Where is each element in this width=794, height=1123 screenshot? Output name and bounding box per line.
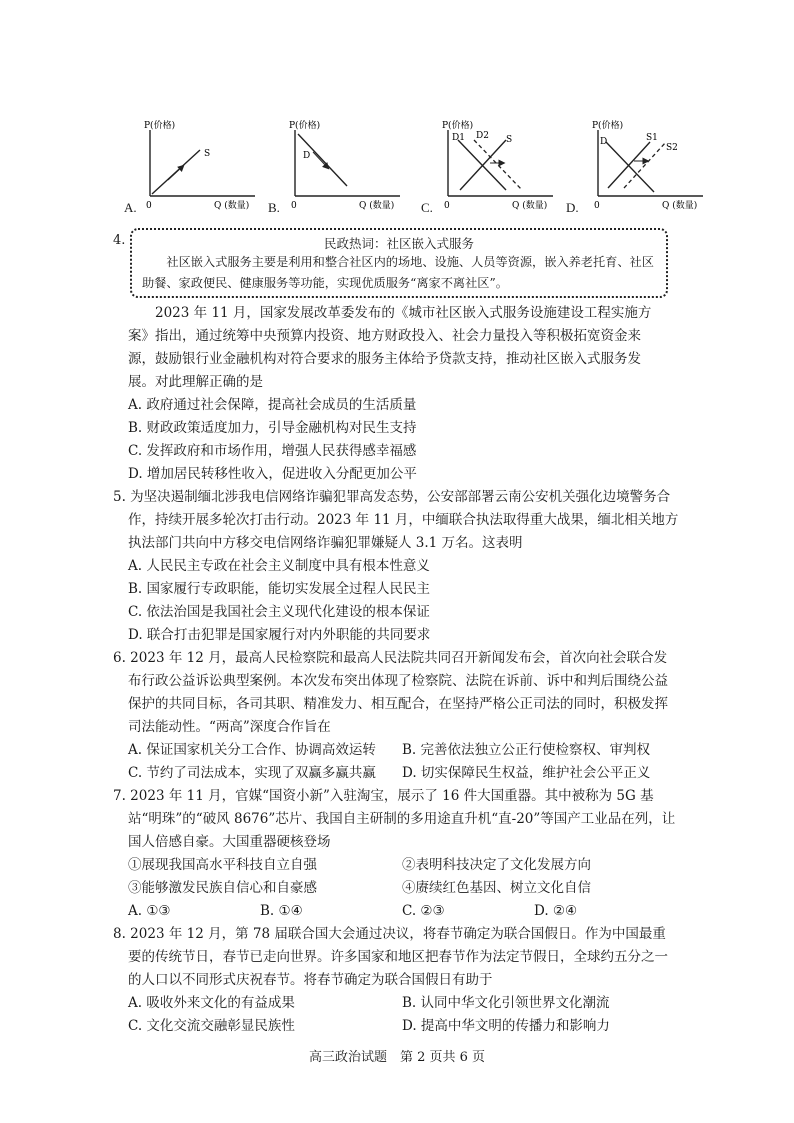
q6-option-b[interactable]: B. 完善依法独立公正行使检察权、审判权 (402, 742, 651, 758)
question-7-stem: 7. 2023 年 11 月，官媒“国资小新”入驻淘宝，展示了 16 件大国重器。其中被称为 5G 基站“明珠”的“破风 8676”芯片、我国自主研制的多用途直升机“直-20”等国产工业品在列，让国人倍感自豪。大国重器硬核登场 (113, 788, 676, 850)
q8-option-c[interactable]: C. 文化交流交融彰显民族性 (128, 1018, 295, 1034)
question-4-number: 4. (113, 233, 126, 248)
q7-option-c[interactable]: C. ②③ (402, 903, 445, 919)
origin-label: 0 (146, 201, 152, 211)
supply-graph-a (120, 118, 270, 218)
q7-option-a[interactable]: A. ①③ (128, 903, 171, 919)
quantity-label: Q (数量) (512, 201, 548, 211)
question-8-stem: 8. 2023 年 12 月，第 78 届联合国大会通过决议，将春节确定为联合国假日。作为中国最重要的传统节日，春节已走向世界。许多国家和地区把春节作为法定节假日，全球约五分之一的人口以不同形式庆祝春节。将春节确定为联合国假日有助于 (113, 926, 668, 988)
graph-b (265, 118, 415, 218)
quantity-label: Q (数量) (662, 201, 698, 211)
price-label: P(价格) (144, 121, 176, 131)
q6-option-c[interactable]: C. 节约了司法成本，实现了双赢多赢共赢 (128, 765, 376, 781)
page-footer: 高三政治试题 第 2 页共 6 页 (308, 1050, 486, 1065)
q8-option-b[interactable]: B. 认同中华文化引领世界文化潮流 (402, 995, 610, 1011)
option-c-letter: C. (421, 200, 433, 215)
q7-option-d[interactable]: D. ②④ (534, 903, 578, 919)
q6-option-a[interactable]: A. 保证国家机关分工合作、协调高效运转 (128, 742, 376, 758)
curve-label-s2: S2 (666, 143, 678, 153)
movement-arrow (313, 152, 327, 167)
origin-label: 0 (444, 201, 450, 211)
q8-option-d[interactable]: D. 提高中华文明的传播力和影响力 (402, 1018, 610, 1034)
graph-a (120, 118, 270, 218)
box-title: 民政热词：社区嵌入式服务 (323, 236, 474, 251)
option-a-letter: A. (124, 200, 137, 215)
demand-graph-b (265, 118, 415, 218)
price-label: P(价格) (442, 121, 474, 131)
q4-option-d[interactable]: D. 增加居民转移性收入，促进收入分配更加公平 (128, 466, 417, 482)
q5-option-d[interactable]: D. 联合打击犯罪是国家履行对内外职能的共同要求 (128, 627, 431, 643)
origin-label: 0 (594, 201, 600, 211)
q5-option-a[interactable]: A. 人民民主专政在社会主义制度中具有根本性意义 (128, 558, 430, 574)
option-b-letter: B. (268, 200, 280, 215)
q7-item-4: ④赓续红色基因、树立文化自信 (402, 880, 591, 896)
question-5-stem: 5. 为坚决遏制缅北涉我电信网络诈骗犯罪高发态势，公安部部署云南公安机关强化边境警务合作，持续开展多轮次打击行动。2023 年 11 月，中缅联合执法取得重大战果，缅北相关地方执法部门共向中方移交电信网络诈骗犯罪嫌疑人 3.1 万名。这表明 (113, 489, 679, 551)
q7-item-2: ②表明科技决定了文化发展方向 (402, 857, 591, 873)
curve-label-s1: S1 (646, 133, 658, 143)
box-text: 社区嵌入式服务主要是利用和整合社区内的场地、设施、人员等资源，嵌入养老托育、社区助餐、家政便民、健康服务等功能，实现优质服务“离家不离社区”。 (142, 255, 654, 290)
q4-option-b[interactable]: B. 财政政策适度加力，引导金融机构对民生支持 (128, 420, 417, 436)
curve-label-d: D (303, 151, 311, 161)
demand-curve (606, 142, 654, 192)
price-label: P(价格) (592, 121, 624, 131)
q4-option-a[interactable]: A. 政府通过社会保障，提高社会成员的生活质量 (128, 397, 417, 413)
q5-option-c[interactable]: C. 依法治国是我国社会主义现代化建设的根本保证 (128, 604, 430, 620)
shift-graph-c (418, 118, 568, 218)
graph-c (418, 118, 568, 218)
question-4-stem: 2023 年 11 月，国家发展改革委发布的《城市社区嵌入式服务设施建设工程实施方案》指出，通过统筹中央预算内投资、地方财政投入、社会力量投入等积极拓宽资金来源，鼓励银行业金融机构对符合要求的服务主体给予贷款支持，推动社区嵌入式服务发展。对此理解正确的是 (128, 305, 652, 390)
q7-item-3: ③能够激发民族自信心和自豪感 (128, 880, 317, 896)
shift-graph-d (568, 118, 718, 218)
q5-option-b[interactable]: B. 国家履行专政职能，能切实发展全过程人民民主 (128, 581, 431, 597)
option-d-letter: D. (566, 200, 579, 215)
q4-option-c[interactable]: C. 发挥政府和市场作用，增强人民获得感幸福感 (128, 443, 417, 459)
price-label: P(价格) (289, 121, 321, 131)
supply-curve-s2 (624, 142, 666, 188)
hot-word-box (130, 228, 668, 298)
quantity-label: Q (数量) (359, 201, 395, 211)
q7-item-1: ①展现我国高水平科技自立自强 (128, 857, 317, 873)
quantity-label: Q (数量) (214, 201, 250, 211)
curve-label-d2: D2 (476, 131, 489, 141)
movement-arrow (168, 167, 182, 180)
q6-option-d[interactable]: D. 切实保障民生权益，维护社会公平正义 (402, 765, 651, 781)
curve-label-d1: D1 (452, 133, 465, 143)
q7-option-b[interactable]: B. ①④ (260, 903, 303, 919)
curve-label-s: S (204, 149, 211, 159)
question-6-stem: 6. 2023 年 12 月，最高人民检察院和最高人民法院共同召开新闻发布会，首次向社会联合发布行政公益诉讼典型案例。本次发布突出体现了检察院、法院在诉前、诉中和判后围绕公益保护的共同目标，各司其职、精准发力、相互配合，在坚持严格公正司法的同时，积极发挥司法能动性。“两高”深度合作旨在 (113, 650, 668, 735)
curve-label-s: S (506, 135, 513, 145)
curve-label-d: D (600, 137, 608, 147)
origin-label: 0 (291, 201, 297, 211)
graph-d (568, 118, 718, 218)
q8-option-a[interactable]: A. 吸收外来文化的有益成果 (128, 995, 295, 1011)
